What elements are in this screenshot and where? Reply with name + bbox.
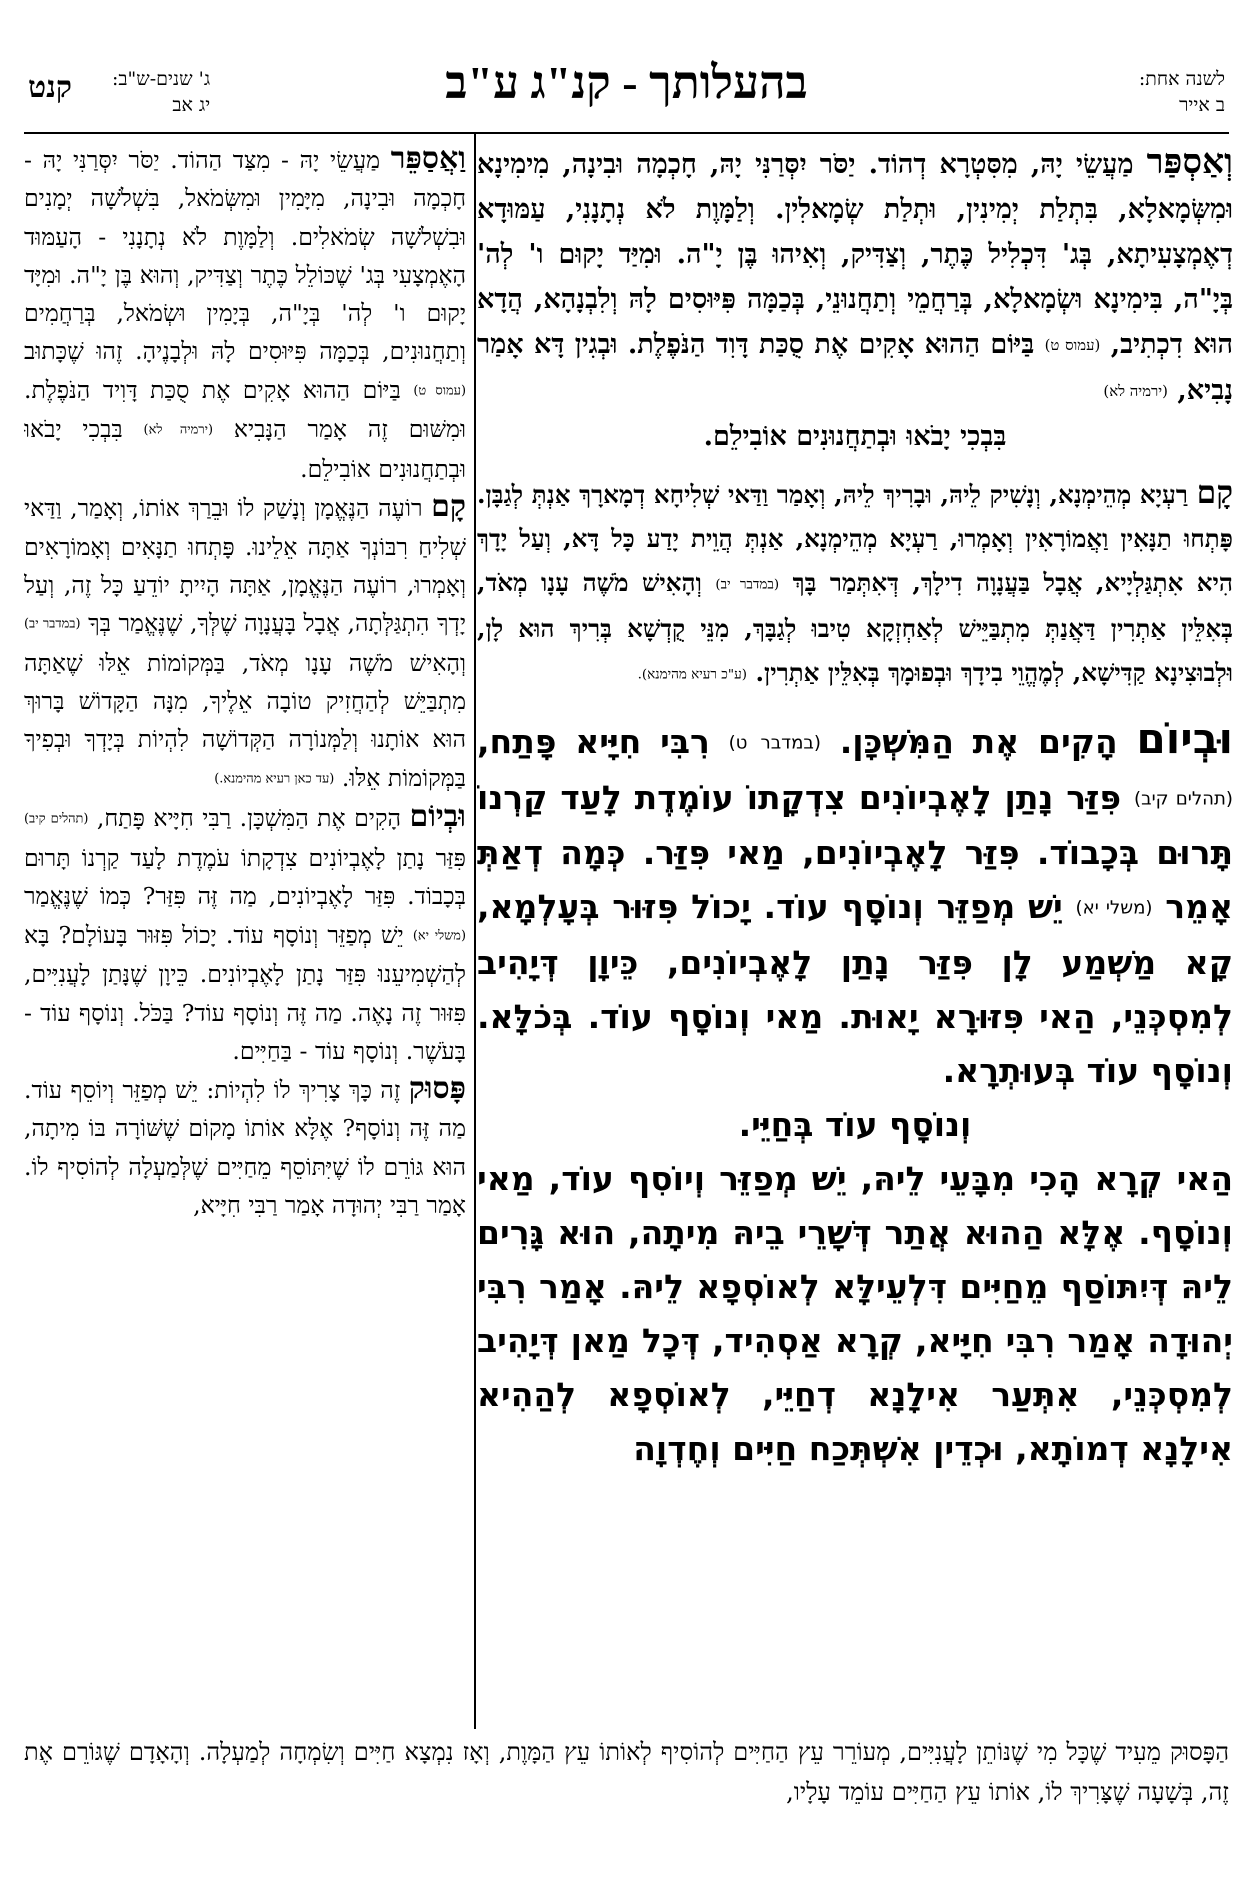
- main-paragraph-3-centered-line: וְנוֹסָף עוֹד בְּחַיֵּי.: [738, 1104, 972, 1144]
- paragraph-text: יֵשׁ מְפַזֵּר וְנוֹסָף עוֹד. יָכוֹל פִּזּוּר בְּעָלְמָא, קָא מַשְׁמַע לָן פִּזַּר נָתַן לָאֶבְיוֹנִים, כֵּיוָן דְּיָהִיב לְמִסְכְּנֵי, הַאי פִּזּוּרָא יָאוּת. מַאי וְנוֹסָף עוֹד. בְּכֹלָּא. וְנוֹסָף עוֹד בְּעוּתְרָא.: [477, 887, 1233, 1090]
- translation-column: [24, 140, 466, 1730]
- header-left-line2: יג אב: [172, 94, 211, 116]
- source-citation: (ירמיה לא): [1103, 382, 1168, 400]
- translation-text: [24, 140, 466, 1224]
- source-citation: (עמוס ט): [413, 383, 466, 399]
- main-paragraph-4: הַאי קְרָא הָכִי מִבָּעֵי לֵיהּ, יֵשׁ מְפַזֵּר וְיוֹסִף עוֹד, מַאי וְנוֹסָף. אֶלָּא הַהוּא אֲתַר דְּשָׁרֵי בֵיהּ מִיתָה, הוּא גָּרִים לֵיהּ דְּיִתּוֹסַף מֵחַיִּים דִּלְעֵילָּא לְאוֹסְפָא לֵיהּ. אָמַר רִבִּי יְהוּדָה אָמַר רִבִּי חִיָּיא, קְרָא אַסְהִיד, דְּכָל מַאן דְּיָהִיב לְמִסְכְּנֵי, אִתְּעַר אִילָנָא דְחַיֵּי, לְאוֹסְפָא לְהַהִיא אִילָנָא דְמוֹתָא, וּכְדֵין אִשְׁתְּכַח חַיִּים וְחֶדְוָה: [477, 1158, 1233, 1468]
- header-schedule-three-years: [112, 66, 210, 118]
- paragraph-lead-word: וַאֲסַפֵּר: [390, 141, 466, 176]
- paragraph-text: בִּבְכִי יָבֹאוּ וּבְתַחֲנוּנִים אוֹבִילֵם.: [24, 415, 466, 484]
- paragraph-text: רִבִּי חִיָּיא פָּתַח,: [477, 722, 729, 761]
- paragraph-text: בַּיּוֹם הַהוּא אָקִים אֶת סֻכַּת דָּוִיד הַנֹּפֶלֶת. וּמִשּׁוּם זֶה אָמַר הַנָּבִיא: [24, 375, 466, 444]
- paragraph-text: רַעְיָא מְהֵימְנָא, וְנָשִׁיק לֵיהּ, וּבָרִיךְ לֵיהּ, וְאָמַר וַדַּאי שְׁלִיחָא דְמָארָךְ אַנְתְּ לְגַבָּן. פָּתְחוּ תַנָּאִין וַאֲמוֹרָאִין וְאָמְרוּ, רַעְיָא מְהֵימְנָא, אַנְתְּ הֲוֵית יָדַע כָּל דָּא, וְעַל יָדָךְ הִיא אִתְגַּלְיָיא, אֲבָל בַּעֲנָוָה דִילָךְ, דְּאִתְּמַר בָּךְ: [477, 480, 1233, 597]
- paragraph-lead-word: פָּסוּק: [408, 1071, 466, 1107]
- header-right-line2: ב אייר: [1179, 94, 1225, 116]
- main-paragraph-1-closing: בִּבְכִי יָבֹאוּ וּבְתַחֲנוּנִים אוֹבִילֵם.: [703, 421, 1007, 452]
- main-paragraph-3: [477, 712, 1233, 1476]
- paragraph-lead-word: קָם: [431, 489, 466, 525]
- page-header: [24, 48, 1229, 134]
- main-paragraph-1: [477, 140, 1233, 459]
- paragraph-text: יֵשׁ מְפַזֵּר וְנוֹסָף עוֹד. יָכוֹל פִּזּוּר בָּעוֹלָם? בָּא לְהַשְׁמִיעֵנוּ פִּזַּר נָתַן לָאֶבְיוֹנִים. כֵּיוָן שֶׁנָּתַן לָעֲנִיִּים, פִּזּוּר זֶה נָאֶה. מַה זֶּה וְנוֹסָף עוֹד? בַּכֹּל. וְנוֹסָף עוֹד - בָּעֹשֶׁר. וְנוֹסָף עוֹד - בַּחַיִּים.: [24, 920, 466, 1065]
- paragraph-text: וְהָאִישׁ מֹשֶׁה עָנָו מְאֹד, בְּאִלֵּין אַתְרִין דַּאֲנַתְּ מִתְבַּיֵּישׁ לְאַחְזְקָא טִיבוּ לְגַבָּךְ, מִנֵּי קֻדְשָׁא בְּרִיךְ הוּא לָן, וּלְבוּצִינָא קַדִּישָׁא, לְמֶהֱוֵי בִידָךְ וּבְפוּמָךְ בְּאִלֵּין אַתְרִין.: [477, 568, 1233, 687]
- source-citation: (משלי יא): [412, 928, 466, 943]
- page-footer-continuation: הַפָּסוּק מֵעִיד שֶׁכָּל מִי שֶׁנּוֹתֵן לָעֲנִיִּים, מְעוֹרֵר עֵץ הַחַיִּים לְהוֹסִיף לְאוֹתוֹ עֵץ הַמָּוֶת, וְאָז נִמְצָא חַיִּים וְשִׂמְחָה לְמַעְלָה. וְהָאָדָם שֶׁגּוֹרֵם אֶת זֶה, בְּשָׁעָה שֶׁצָּרִיךְ לוֹ, אוֹתוֹ עֵץ הַחַיִּים עוֹמֵד עָלָיו,: [24, 1738, 1229, 1806]
- column-divider: [474, 134, 476, 1729]
- source-citation: (במדבר יב): [715, 576, 780, 593]
- paragraph-lead-word: וּבְיוֹם: [409, 799, 466, 835]
- paragraph-text: וְהָאִישׁ מֹשֶׁה עָנָו מְאֹד, בַּמְּקוֹמוֹת אֵלּוּ שֶׁאַתָּה מִתְבַּיֵּשׁ לְהַחֲזִיק טוֹבָה אֵלֶיךָ, מִנָּה הַקָּדוֹשׁ בָּרוּךְ הוּא אוֹתָנוּ וְלַמְּנוֹרָה הַקְּדוֹשָׁה לִהְיוֹת בְּיָדְךָ וּבְפִיךָ בַּמְּקוֹמוֹת אֵלּוּ.: [24, 648, 466, 792]
- source-citation: (תהלים קיב): [24, 811, 89, 827]
- paragraph-text: מַעֲשֵׂי יָהּ, מִסִּטְרָא דְהוֹד. יַסֹּר יִסְּרַנִּי יָהּ, חָכְמָה וּבִינָה, מִימִינָא וּמִשְּׂמָאלָא, בִּתְלַת יְמִינִין, וּתְלַת שְׂמָאלִין. וְלַמָּוֶת לֹא נְתָנָנִי, עַמּוּדָא דְאֶמְצָעִיתָא, בְּג' דִּכְלִיל כֶּתֶר, וְצַדִּיק, וְאִיהוּ בֶּן יָ"ה. וּמִיַּד יָקוּם ו' לְה' בְּיָ"ה, בִּימִינָא וּשְׂמָאלָא, בְּרַחֲמֵי וְתַחֲנוּנֵי, בְּכַמָּה פִּיּוּסִים לָהּ וְלִבְנָהָא, הֲדָא הוּא דִכְתִיב,: [477, 149, 1233, 360]
- main-paragraph-2: [477, 471, 1233, 696]
- paragraph-text: הָקִים אֶת הַמִּשְׁכָּן.: [820, 722, 1137, 761]
- source-citation: (עד כאן רעיא מהימנא.): [214, 771, 335, 787]
- paragraph-lead-word: וְאַסְפַּר: [1146, 142, 1233, 182]
- source-citation: (ירמיה לא): [143, 422, 214, 438]
- source-citation: (במדבר ט): [728, 732, 821, 754]
- page-title: בהעלותך - קנ"ג ע"ב: [445, 57, 808, 108]
- source-citation: (משלי יא): [1075, 897, 1153, 919]
- source-citation: (עמוס ט): [1044, 336, 1101, 354]
- source-citation: (במדבר יב): [24, 616, 81, 632]
- header-left-line1: ג' שנים-ש"ב:: [112, 68, 211, 90]
- paragraph-text: פִּזַּר נָתַן לָאֶבְיוֹנִים צִדְקָתוֹ עֹמֶדֶת לָעַד קַרְנוֹ תָּרוּם בְּכָבוֹד. פִּזַּר לָאֶבְיוֹנִים, מַה זֶּה פִּזַּר? כְּמוֹ שֶׁנֶּאֱמַר: [24, 844, 466, 911]
- paragraph-text: הָקִים אֶת הַמִּשְׁכָּן. רַבִּי חִיָּיא פָּתַח,: [88, 804, 410, 833]
- paragraph-text: מַעֲשֵׂי יָהּ - מִצַּד הַהוֹד. יַסֹּר יִסְּרַנִּי יָהּ - חָכְמָה וּבִינָה, מִיָּמִין וּמִשְּׂמֹאל, בִּשְׁלֹשָׁה יְמָנִים וּבִשְׁלֹשָׁה שְׂמֹאלִים. וְלַמָּוֶת לֹא נְתָנָנִי - הָעַמּוּד הָאֶמְצָעִי בְּג' שֶׁכּוֹלֵל כֶּתֶר וְצַדִּיק, וְהוּא בֶּן יָ"ה. וּמִיָּד יָקוּם ו' לְה' בְּיָ"ה, בְּיָמִין וּשְׂמֹאל, בְּרַחֲמִים וְתַחֲנוּנִים, בְּכַמָּה פִּיּוּסִים לָהּ וּלְבָנֶיהָ. זֶהוּ שֶׁכָּתוּב: [24, 146, 466, 366]
- main-paragraph-1-body: [477, 140, 1233, 414]
- paragraph-lead-word: וּבְיוֹם: [1136, 714, 1233, 763]
- source-citation: (תהלים קיב): [1134, 788, 1233, 809]
- paragraph-lead-word: קָם: [1196, 475, 1233, 511]
- main-paragraph-3-body: [477, 712, 1233, 1098]
- header-right-line1: לשנה אחת:: [1138, 68, 1225, 90]
- paragraph-text: זֶה כָּךְ צָרִיךְ לוֹ לִהְיוֹת: יֵשׁ מְפַזֵּר וְיוֹסֵף עוֹד. מַה זֶּה וְנוֹסָף? אֶלָּא אוֹתוֹ מָקוֹם שֶׁשּׁוֹרָה בּוֹ מִיתָה, הוּא גּוֹרֵם לוֹ שֶׁיִּתּוֹסֵף מֵחַיִּים שֶׁלְּמַעְלָה לְהוֹסִיף לוֹ. אָמַר רַבִּי יְהוּדָה אָמַר רַבִּי חִיָּיא,: [24, 1076, 466, 1220]
- main-column: [477, 140, 1233, 1730]
- source-citation: (ע"כ רעיא מהימנא).: [637, 666, 747, 682]
- page-number: קנט: [28, 70, 72, 105]
- paragraph-text: רוֹעֶה הַנֶּאֱמָן וְנָשַׁק לוֹ וּבֵרַךְ אוֹתוֹ, וְאָמַר, וַדַּאי שְׁלִיחַ רִבּוֹנְךָ אַתָּה אֵלֵינוּ. פָּתְחוּ תַנָּאִים וְאָמוֹרָאִים וְאָמְרוּ, רוֹעֶה הַנֶּאֱמָן, אַתָּה הָיִיתָ יוֹדֵעַ כָּל זֶה, וְעַל יָדְךָ הִתְגַּלְּתָה, אֲבָל בָּעֲנָוָה שֶׁלְּךָ, שֶׁנֶּאֱמַר בְּךָ: [24, 494, 466, 638]
- paragraph-text: בַּיּוֹם הַהוּא אָקִים אֶת סֻכַּת דָּוִד הַנֹּפֶלֶת. וּבְגִין דָּא אָמַר נָבִיא,: [477, 329, 1233, 406]
- paragraph-text: פִּזַּר נָתַן לָאֶבְיוֹנִים צִדְקָתוֹ עוֹמֶדֶת לָעַד קַרְנוֹ תָּרוּם בְּכָבוֹד. פִּזַּר לָאֶבְיוֹנִים, מַאי פִּזַּר. כְּמָה דְאַתְּ אָמֵר: [477, 777, 1233, 926]
